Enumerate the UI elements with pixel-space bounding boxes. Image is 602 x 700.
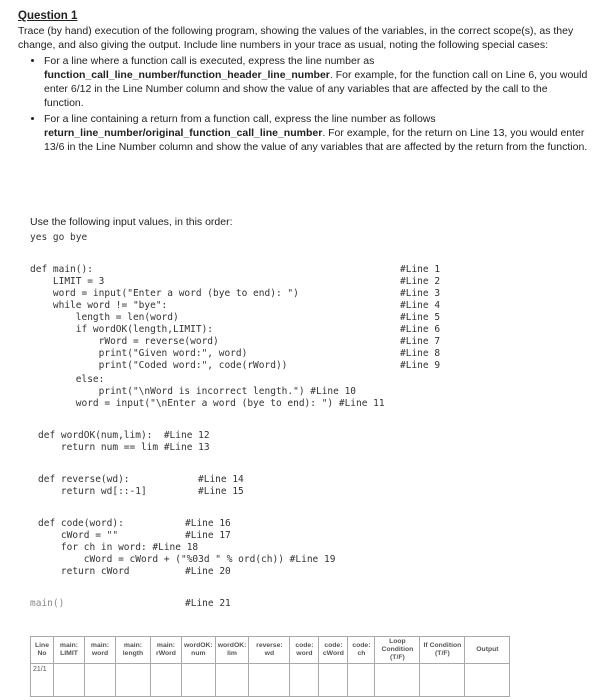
col-header: wordOK: lim (215, 637, 249, 664)
line-number: #Line 14 (198, 474, 244, 485)
special-cases-list (18, 54, 588, 154)
code-line: return cWord (38, 566, 130, 577)
col-header: Loop Condition (T/F) (375, 637, 420, 664)
col-header: Output (465, 637, 510, 664)
col-header: code: cWord (319, 637, 348, 664)
table-cell[interactable] (54, 664, 85, 697)
case-return-text-a: For a line containing a return from a function call, express the line number as follows (44, 113, 436, 125)
col-header: Line No (31, 637, 54, 664)
table-cell[interactable]: 21/1 (31, 664, 54, 697)
case-return-format: return_line_number/original_function_call_line_number (44, 127, 323, 139)
col-header: code: ch (348, 637, 375, 664)
line-number: #Line 16 (185, 518, 231, 529)
code-line: while word != "bye": (30, 300, 168, 311)
case-call-text-b: . For example, for the function call on Line 6, you would enter 6/12 in the Line Number column and show the value of any variables that are affected by the call to the function. (44, 69, 588, 109)
code-line: print("\nWord is incorrect length.") #Line 10 (30, 386, 357, 397)
line-number: #Line 1 (400, 264, 441, 275)
main-call: main() (30, 598, 65, 609)
line-number: #Line 6 (400, 324, 441, 335)
code-line: if wordOK(length,LIMIT): (30, 324, 214, 335)
line-number: #Line 17 (185, 530, 231, 541)
question-block (18, 4, 588, 156)
code-line: return num == lim #Line 13 (38, 442, 210, 453)
special-case-call (44, 54, 588, 110)
line-number: #Line 3 (400, 288, 441, 299)
table-cell[interactable] (465, 664, 510, 697)
trace-table (30, 636, 510, 697)
col-header: code: word (290, 637, 319, 664)
table-cell[interactable] (375, 664, 420, 697)
code-line: length = len(word) (30, 312, 179, 323)
code-line: def wordOK(num,lim): #Line 12 (38, 430, 210, 441)
question-intro: Trace (by hand) execution of the following program, showing the values of the variables, in the correct scope(s), as they change, and also giving the output. Include line numbers in your trace as usual, noting the following special cases: (18, 25, 574, 51)
table-header-row (31, 637, 510, 664)
code-line: LIMIT = 3 (30, 276, 105, 287)
case-return-text-b: . For example, for the return on Line 13, you would enter 13/6 in the Line Number column and show the value of any variables that are affected by the return from the function. (44, 127, 588, 153)
line-number: #Line 9 (400, 360, 441, 371)
line-number: #Line 15 (198, 486, 244, 497)
table-cell[interactable] (85, 664, 116, 697)
col-header: main: length (116, 637, 151, 664)
code-line: rWord = reverse(word) (30, 336, 219, 347)
code-line: def main(): (30, 264, 93, 275)
line-number: #Line 2 (400, 276, 441, 287)
line-number: #Line 5 (400, 312, 441, 323)
col-header: If Condition (T/F) (420, 637, 465, 664)
code-line: return wd[::-1] (38, 486, 147, 497)
input-intro: Use the following input values, in this order: (30, 216, 233, 228)
code-line: print("Given word:", word) (30, 348, 248, 359)
case-call-format: function_call_line_number/function_header_line_number (44, 69, 330, 81)
line-number: #Line 4 (400, 300, 441, 311)
table-cell[interactable] (182, 664, 216, 697)
table-cell[interactable] (290, 664, 319, 697)
col-header: wordOK: num (182, 637, 216, 664)
code-line: def code(word): (38, 518, 124, 529)
table-cell[interactable] (319, 664, 348, 697)
input-values: yes go bye (30, 232, 88, 243)
code-line: else: (30, 374, 105, 385)
case-call-text-a: For a line where a function call is executed, express the line number as (44, 55, 375, 67)
line-number: #Line 7 (400, 336, 441, 347)
table-row (31, 664, 510, 697)
col-header: main: rWord (151, 637, 182, 664)
code-line: print("Coded word:", code(rWord)) (30, 360, 288, 371)
code-line: word = input("\nEnter a word (bye to end): ") #Line 11 (30, 398, 385, 409)
code-line: def reverse(wd): (38, 474, 130, 485)
col-header: main: word (85, 637, 116, 664)
line-number: #Line 20 (185, 566, 231, 577)
table-cell[interactable] (116, 664, 151, 697)
col-header: main: LIMIT (54, 637, 85, 664)
code-line: word = input("Enter a word (bye to end): ") (30, 288, 299, 299)
line-number: #Line 21 (185, 598, 231, 609)
code-line: for ch in word: #Line 18 (38, 542, 199, 553)
code-line: cWord = "" (38, 530, 119, 541)
table-cell[interactable] (215, 664, 249, 697)
table-cell[interactable] (348, 664, 375, 697)
question-title: Question 1 (18, 10, 78, 22)
table-cell[interactable] (249, 664, 290, 697)
col-header: reverse: wd (249, 637, 290, 664)
special-case-return (44, 112, 588, 154)
line-number: #Line 8 (400, 348, 441, 359)
table-cell[interactable] (151, 664, 182, 697)
table-cell[interactable] (420, 664, 465, 697)
code-line: cWord = cWord + ("%03d " % ord(ch)) #Line 19 (38, 554, 336, 565)
